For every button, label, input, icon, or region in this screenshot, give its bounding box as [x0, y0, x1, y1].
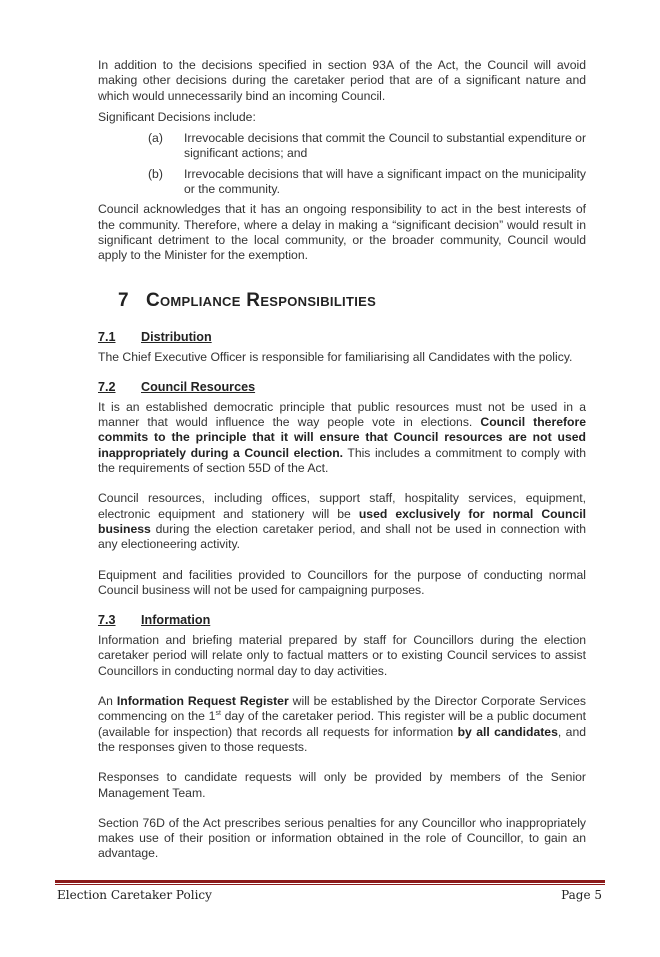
subsection-number: 7.3 — [98, 613, 116, 628]
council-resources-paragraph-3: Equipment and facilities provided to Councillors for the purpose of conducting normal Council business will not be used for campaigning purposes. — [98, 567, 586, 597]
list-item — [98, 131, 586, 162]
list-item-label: (a) — [148, 131, 163, 146]
list-item-text: Irrevocable decisions that will have a significant impact on the municipality or the community. — [184, 166, 586, 197]
information-paragraph-1: Information and briefing material prepared by staff for Councillors during the election caretaker period will relate only to factual matters or to existing Council services to assist Councillors in conducting normal day to day activities. — [98, 633, 586, 678]
intro-paragraph-1: In addition to the decisions specified in section 93A of the Act, the Council will avoid making other decisions during the caretaker period that are of a significant nature and which would unnecessarily bind an incoming Council. — [98, 58, 586, 103]
subsection-heading-council-resources — [98, 380, 586, 394]
list-item-label: (b) — [148, 166, 163, 181]
significant-decisions-list — [98, 131, 586, 197]
information-paragraph-4: Section 76D of the Act prescribes serious penalties for any Councillor who inappropriately makes use of their position or information obtained in the role of Councillor, to gain an advantage. — [98, 815, 586, 861]
footer-page-number: Page 5 — [561, 888, 602, 902]
list-item-text: Irrevocable decisions that commit the Council to substantial expenditure or significant actions; and — [184, 131, 586, 161]
intro-paragraph-3: Council acknowledges that it has an ongoing responsibility to act in the best interests of the community. Therefore, where a delay in making a “significant decision” would result in significant detriment to the local community, or the broader community, Council would apply to the Minister for the exemption. — [98, 202, 586, 263]
subsection-title: Information — [141, 613, 211, 628]
distribution-paragraph: The Chief Executive Officer is responsible for familiarising all Candidates with the policy. — [98, 349, 573, 364]
subsection-heading-information — [98, 613, 586, 627]
section-title: Compliance Responsibilities — [146, 289, 377, 311]
subsection-number: 7.2 — [98, 379, 116, 394]
footer-rule-thick — [55, 880, 605, 883]
subsection-title: Council Resources — [141, 379, 256, 394]
subsection-title: Distribution — [141, 329, 212, 344]
information-paragraph-3: Responses to candidate requests will only be provided by members of the Senior Management Team. — [98, 770, 586, 800]
significant-decisions-lead: Significant Decisions include: — [98, 109, 256, 124]
section-number: 7 — [118, 289, 129, 311]
subsection-heading-distribution — [98, 330, 586, 344]
information-paragraph-2: An Information Request Register will be established by the Director Corporate Services commencing on the 1st day of the caretaker period. This register will be a public document (available for inspection) that records all requests for information by all candidates, and the responses given to those requests. — [98, 694, 587, 754]
footer-document-title: Election Caretaker Policy — [57, 888, 212, 902]
council-resources-paragraph-1: It is an established democratic principle that public resources must not be used in a manner that would influence the way people vote in elections. Council therefore commits to the principle that it will ensure that Council resources are not used inappropriately during a Council election. This includes a commitment to comply with the requirements of section 55D of the Act. — [98, 399, 586, 476]
page-body — [98, 58, 586, 862]
subsection-number: 7.1 — [98, 329, 116, 344]
council-resources-paragraph-2: Council resources, including offices, support staff, hospitality services, equipment, electronic equipment and stationery will be used exclusively for normal Council business during the election caretaker period, and shall not be used in connection with any electioneering activity. — [98, 491, 587, 552]
footer-rule-thin — [55, 884, 605, 885]
section-heading — [118, 290, 586, 312]
list-item — [98, 167, 586, 198]
